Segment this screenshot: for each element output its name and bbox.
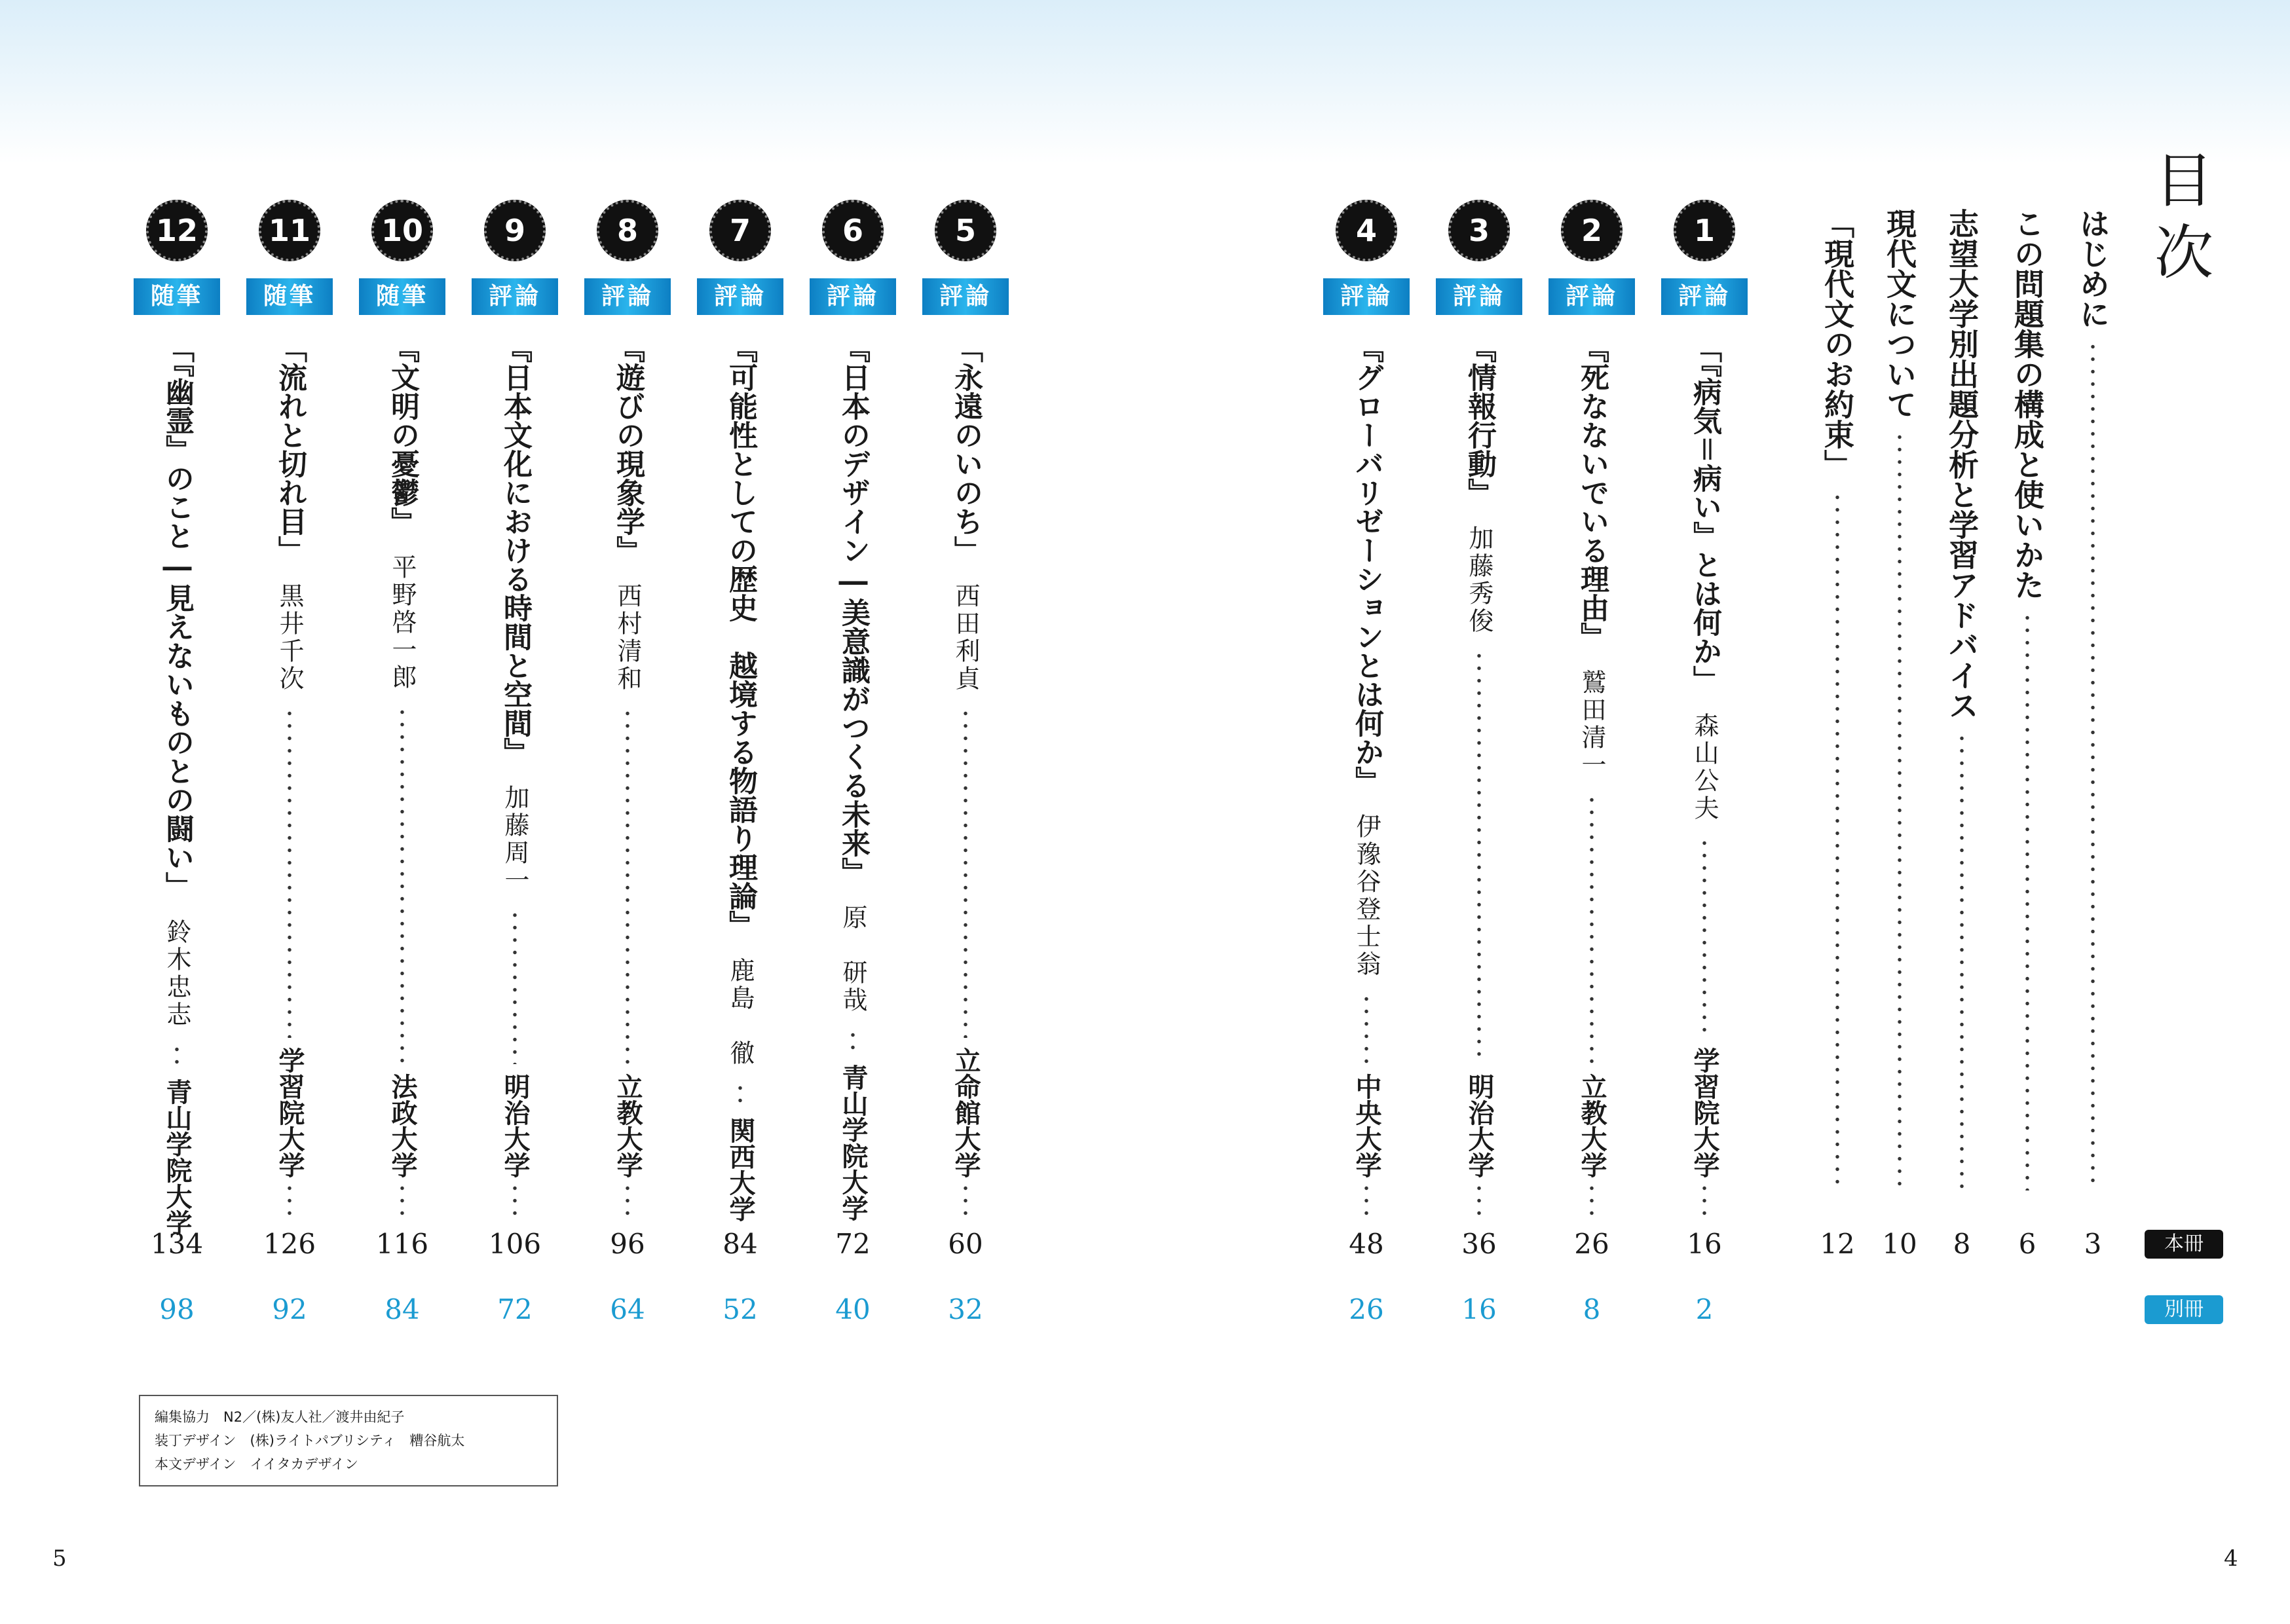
entry-page: 48 [1349,1228,1384,1260]
entry-column [1446,334,1512,1221]
entry-title: 「『幽霊』のこと―見えないものとの闘い」 [160,334,194,900]
dot-leader [160,1043,194,1069]
front-matter-title: 「現代文のお約束」 [1820,208,1855,479]
entry-title: 『日本のデザイン―美意識がつくる未来』 [836,334,870,886]
entry-title: 「流れと切れ目」 [273,334,307,564]
entry-bessatsu-page: 8 [1583,1293,1601,1325]
front-matter-page: 12 [1820,1228,1855,1260]
dot-leader-tail [1575,1182,1609,1221]
entry-page: 96 [610,1228,645,1260]
chapter-number-badge [259,200,320,261]
entry-column [1672,334,1737,1221]
entry-page: 36 [1461,1228,1497,1260]
entry-title: 『死なないでいる理由』 [1575,334,1609,651]
entry-bessatsu-page: 84 [385,1293,420,1325]
chapter-number-badge [371,200,433,261]
dot-leader [610,707,645,1064]
entry-bessatsu-page: 92 [272,1293,307,1325]
entry-university: 学習院大学 [274,1047,305,1178]
entry-author: 黒井千次 [275,583,304,693]
entry-university: 青山学院大学 [162,1079,192,1236]
entry-author: 原 研哉 [838,904,867,1014]
entry-column [707,334,773,1221]
entry-page: 84 [723,1228,758,1260]
entry-bessatsu-page: 52 [723,1293,758,1325]
entry-author: 鷲田清一 [1577,669,1606,779]
entry-author: 鹿島 徹 [726,957,755,1067]
chapter-number-badge [484,200,546,261]
entry-page: 134 [150,1228,204,1260]
chapter-number: 1 [1693,213,1715,248]
credit-line: 本文デザイン イイタカデザイン [155,1456,359,1472]
header-gradient [0,0,2290,164]
chapter-number: 9 [504,213,525,248]
entry-page: 72 [835,1228,871,1260]
entry-bessatsu-page: 72 [497,1293,533,1325]
toc-entry[interactable] [707,200,773,1221]
credit-line: 装丁デザイン (株)ライトパブリシティ 糟谷航太 [155,1433,465,1449]
genre-badge: 随筆 [359,278,445,315]
entry-title: 「永遠のいのち」 [949,334,983,564]
dot-leader-tail [1687,1182,1721,1221]
entry-column [257,334,322,1221]
entry-column [144,334,210,1236]
entry-page: 16 [1687,1228,1722,1260]
entry-bessatsu-page: 32 [948,1293,983,1325]
front-matter-item[interactable] [1929,208,1995,1197]
toc-entry[interactable] [1446,200,1512,1221]
entry-title: 『可能性としての歴史 越境する物語り理論』 [724,334,757,939]
entry-title: 『日本文化における時間と空間』 [498,334,532,766]
toc-entry[interactable] [933,200,998,1221]
dot-leader [2008,612,2047,1190]
chapter-number-badge [1674,200,1735,261]
front-matter-item[interactable] [1805,208,1870,1197]
entry-university: 学習院大学 [1689,1047,1719,1178]
chapter-number: 12 [155,213,198,248]
chapter-number-badge [597,200,658,261]
toc-entry[interactable] [1559,200,1624,1221]
entry-university: 中央大学 [1351,1073,1381,1178]
chapter-number: 8 [616,213,638,248]
dot-leader-tail [610,1182,645,1221]
entry-university: 関西大学 [725,1117,755,1222]
entry-column [1559,334,1624,1221]
front-matter-item[interactable] [2060,208,2126,1197]
front-matter-title: 志望大学別出題分析と学習アドバイス [1944,208,1980,720]
chapter-number-badge [146,200,208,261]
dot-leader [1349,993,1383,1064]
entry-column [369,334,435,1221]
chapter-number-badge [1561,200,1623,261]
entry-university: 明治大学 [1464,1073,1494,1178]
chapter-number: 2 [1581,213,1602,248]
entry-author: 西田利貞 [951,583,980,693]
page-number-right: 4 [2224,1545,2238,1572]
entry-bessatsu-page: 40 [835,1293,871,1325]
toc-entry[interactable] [820,200,886,1221]
entry-bessatsu-page: 16 [1461,1293,1497,1325]
front-matter-item[interactable] [1995,208,2060,1197]
toc-entry[interactable] [1672,200,1737,1221]
chapter-number: 3 [1468,213,1490,248]
toc-entry[interactable] [1334,200,1399,1221]
toc-entry[interactable] [482,200,548,1221]
chapter-number: 4 [1355,213,1377,248]
genre-badge: 評論 [472,278,558,315]
chapter-number-badge [822,200,884,261]
genre-badge: 評論 [1549,278,1635,315]
toc-entry[interactable] [595,200,660,1221]
chapter-number: 7 [729,213,751,248]
dot-leader [385,706,419,1064]
dot-leader [272,707,307,1038]
dot-leader-tail [948,1182,983,1221]
entry-bessatsu-page: 98 [159,1293,195,1325]
credit-line: 編集協力 N2／(株)友人社／渡井由紀子 [155,1409,405,1425]
dot-leader [1687,837,1721,1038]
honsatsu-label: 本冊 [2145,1230,2223,1259]
entry-title: 『文明の憂鬱』 [386,334,419,536]
entry-page: 126 [263,1228,316,1260]
credits-box [139,1395,558,1486]
front-matter-page: 10 [1882,1228,1917,1260]
entry-page: 26 [1574,1228,1609,1260]
genre-badge: 評論 [1323,278,1410,315]
dot-leader [948,707,983,1038]
dot-leader [1880,431,1919,1190]
entry-column [820,334,886,1221]
entry-university: 青山学院大学 [838,1064,868,1221]
genre-badge: 評論 [922,278,1009,315]
entry-title: 『グローバリゼーションとは何か』 [1350,334,1383,795]
entry-title: 「『病気＝病い』とは何か」 [1688,334,1721,694]
entry-university: 明治大学 [500,1073,530,1178]
entry-author: 西村清和 [613,583,642,693]
entry-university: 立教大学 [612,1073,643,1178]
genre-badge: 評論 [697,278,783,315]
entry-bessatsu-page: 26 [1349,1293,1384,1325]
entry-author: 鈴木忠志 [162,919,191,1029]
entry-author: 伊豫谷登士翁 [1352,813,1381,978]
dot-leader [723,1082,757,1108]
bessatsu-label: 別冊 [2145,1295,2223,1324]
chapter-number-badge [1448,200,1510,261]
genre-badge: 随筆 [134,278,220,315]
entry-author: 平野啓一郎 [388,554,417,692]
front-matter-title: この問題集の構成と使いかた [2010,208,2045,600]
entry-university: 法政大学 [387,1073,417,1178]
dot-leader-tail [385,1182,419,1221]
dot-leader-tail [272,1182,307,1221]
dot-leader-tail [1462,1182,1496,1221]
entry-university: 立命館大学 [950,1047,981,1178]
entry-university: 立教大学 [1577,1073,1607,1178]
front-matter-page: 8 [1953,1228,1971,1260]
entry-page: 60 [948,1228,983,1260]
toc-entry[interactable] [257,200,322,1221]
front-matter-page: 6 [2018,1228,2037,1260]
entry-author: 加藤秀俊 [1465,525,1493,635]
entry-author: 加藤周一 [500,784,529,895]
chapter-number: 10 [381,213,423,248]
entry-author: 森山公夫 [1690,712,1719,822]
entry-bessatsu-page: 2 [1695,1293,1714,1325]
entry-page: 116 [375,1228,429,1260]
toc-entry[interactable] [144,200,210,1236]
page-number-left: 5 [52,1545,67,1572]
chapter-number-badge [1336,200,1397,261]
dot-leader-tail [1349,1182,1383,1221]
chapter-number-badge [935,200,996,261]
entry-column [1334,334,1399,1221]
entry-column [595,334,660,1221]
front-matter-page: 3 [2084,1228,2102,1260]
entry-bessatsu-page: 64 [610,1293,645,1325]
front-matter-title: はじめに [2075,208,2111,329]
chapter-number: 11 [268,213,310,248]
dot-leader-tail [498,1182,532,1221]
entry-title: 『遊びの現象学』 [611,334,645,564]
genre-badge: 評論 [1436,278,1522,315]
chapter-number: 5 [954,213,976,248]
dot-leader [1818,491,1857,1190]
toc-entry[interactable] [369,200,435,1221]
dot-leader [1575,794,1609,1064]
dot-leader [2073,341,2112,1190]
front-matter-title: 現代文について [1882,208,1917,419]
dot-leader [836,1029,870,1055]
page-title: 目次 [2144,149,2213,293]
chapter-number: 6 [842,213,863,248]
entry-column [933,334,998,1221]
genre-badge: 評論 [584,278,671,315]
chapter-number-badge [709,200,771,261]
genre-badge: 評論 [810,278,896,315]
genre-badge: 評論 [1661,278,1748,315]
dot-leader [1462,650,1496,1064]
dot-leader [498,909,532,1064]
genre-badge: 随筆 [246,278,333,315]
entry-title: 『情報行動』 [1463,334,1496,507]
front-matter-item[interactable] [1867,208,1932,1197]
dot-leader [1942,732,1981,1190]
entry-column [482,334,548,1221]
entry-page: 106 [488,1228,542,1260]
